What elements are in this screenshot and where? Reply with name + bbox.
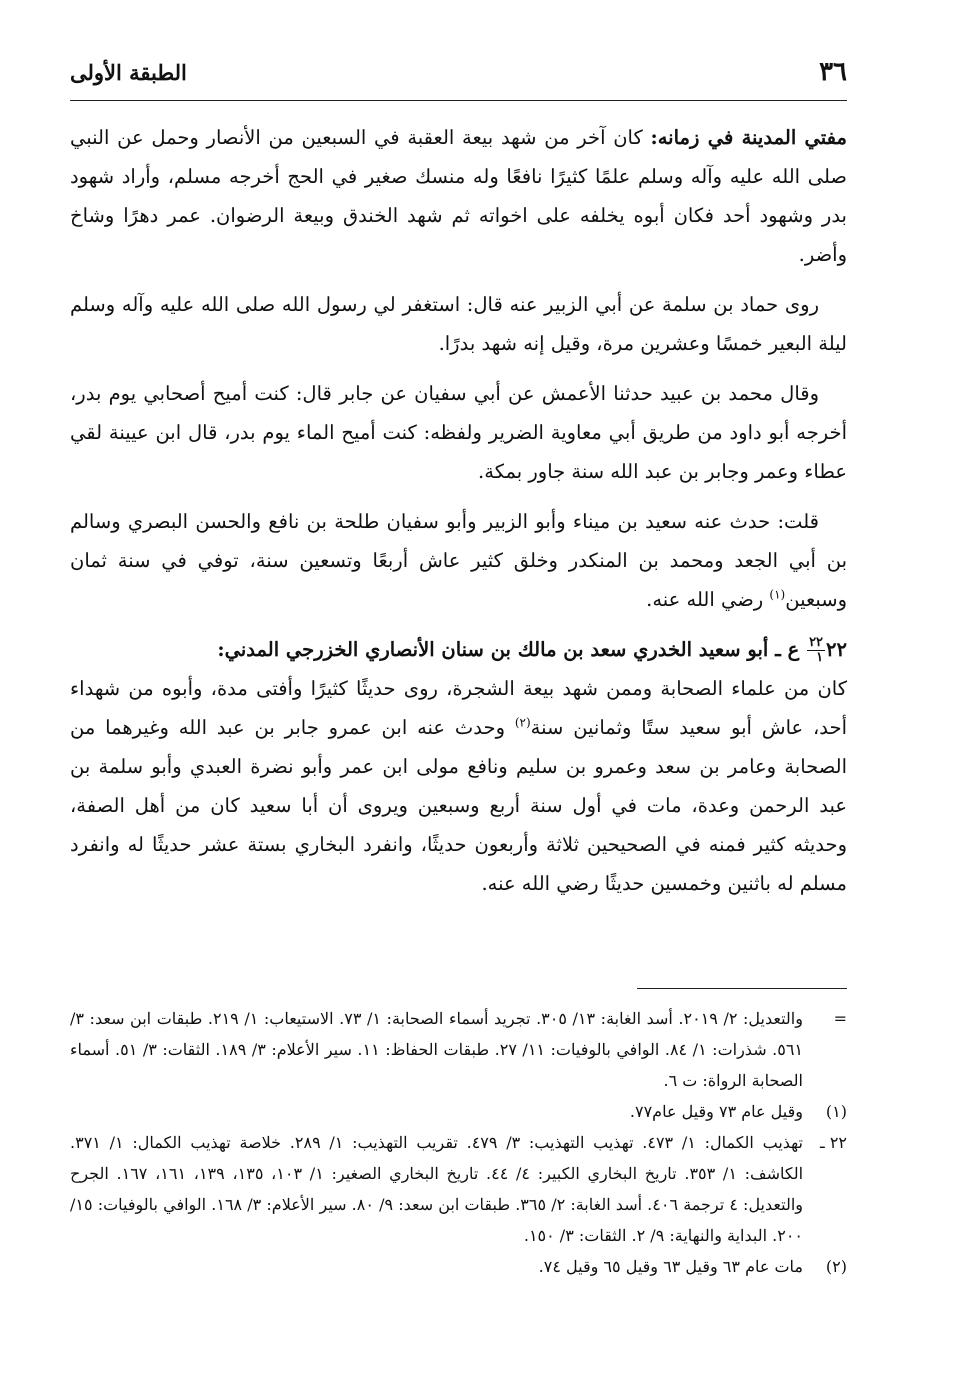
paragraph-text: وقال محمد بن عبيد حدثنا الأعمش عن أبي سفيان عن جابر قال: كنت أميح أصحابي يوم بدر، أخرجه أبو داود من طريق أبي معاوية الضرير ولفظه: كنت أميح الماء يوم بدر، قال ابن عيينة لقي عطاء وعمر وجابر بن عبد الله سنة جاور بمكة. [70, 382, 847, 483]
footnote-ref[interactable]: (٢) [514, 715, 531, 730]
header-rule [70, 100, 847, 101]
footnote-mark: (٢) [825, 1257, 847, 1276]
paragraph-hammad [70, 285, 847, 363]
paragraph-muhammad-ibn-ubayd [70, 374, 847, 491]
footnote-text: والتعديل: ٢/ ٢٠١٩. أسد الغابة: ١٣/ ٣٠٥. تجريد أسماء الصحابة: ١/ ٧٣. الاستيعاب: ١/ ٢١٩. طبقات ابن سعد: ٣/ ٥٦١. شذرات: ١/ ٨٤. الوافي بالوفيات: ١١/ ٢٧. طبقات الحفاظ: ١١. سير الأعلام: ٣/ ١٨٩. الثقات: ٣/ ٥١. أسماء الصحابة الرواة: ت ٦. [70, 1009, 803, 1090]
footnote-mark: = [833, 1009, 847, 1028]
fraction-bottom: ١ [816, 650, 824, 665]
paragraph-lead: مفتي المدينة في زمانه: [650, 126, 847, 149]
footnote-rule [637, 988, 847, 989]
paragraph-text: كان من علماء الصحابة وممن شهد بيعة الشجرة، روى حديثًا كثيرًا وأفتى مدة، وأبوه من شهداء أحد، عاش أبو سعيد ستًا وثمانين سنة [70, 677, 847, 739]
entry-heading [70, 630, 847, 669]
paragraph-text: قلت: حدث عنه سعيد بن ميناء وأبو الزبير وأبو سفيان طلحة بن نافع والحسن البصري وسالم بن أبي الجعد ومحمد بن المنكدر وخلق كثير عاش أربعًا وتسعين سنة، توفي في سنة ثمان وسبعين [70, 510, 847, 611]
footnote-mark: (١) [825, 1102, 847, 1121]
footnote-1 [70, 1096, 847, 1127]
paragraph-text: وحدث عنه ابن عمرو جابر بن عبد الله وغيرهما من الصحابة وعامر بن سعد وعمرو بن سليم ونافع مولى ابن عمر وأبو نضرة العبدي وأبو سلمة بن عبد الرحمن وعدة، مات في أول سنة أربع وسبعين ويروى أن أبا سعيد كان من أهل الصفة، وحديثه كثير فمنه في الصحيحين ثلاثة وأربعون حديثًا، وانفرد البخاري بستة عشر حديثًا له وانفرد مسلم له باثنين وخمسين حديثًا رضي الله عنه. [70, 716, 847, 895]
footnote-entry-22 [70, 1127, 847, 1251]
footnote-continuation [70, 1003, 847, 1096]
footnote-ref[interactable]: (١) [769, 587, 786, 602]
entry-number: ٢٢ [826, 638, 847, 661]
section-title: الطبقة الأولى [70, 59, 187, 85]
running-head [70, 52, 847, 92]
paragraph-abu-said [70, 669, 847, 903]
paragraph-mufti [70, 118, 847, 274]
fraction-top: ٢٢ [809, 635, 824, 650]
footnotes [70, 1003, 847, 1282]
footnote-text: تهذيب الكمال: ١/ ٤٧٣. تهذيب التهذيب: ٣/ ٤٧٩. تقريب التهذيب: ١/ ٢٨٩. خلاصة تهذيب الكمال: ١/ ٣٧١. الكاشف: ١/ ٣٥٣. تاريخ البخاري الكبير: ٤/ ٤٤. تاريخ البخاري الصغير: ١/ ١٠٣، ١٣٥، ١٣٩، ١٦١، ١٦٧. الجرح والتعديل: ٤ ترجمة ٤٠٦. أسد الغابة: ٢/ ٣٦٥. طبقات ابن سعد: ٩/ ٨٠. سير الأعلام: ٣/ ١٦٨. الوافي بالوفيات: ١٥/ ٢٠٠. البداية والنهاية: ٩/ ٢. الثقات: ٣/ ١٥٠. [70, 1133, 804, 1245]
entry-title: ع ـ أبو سعيد الخدري سعد بن مالك بن سنان الأنصاري الخزرجي المدني: [217, 638, 800, 661]
page-number: ٣٦ [819, 57, 847, 87]
main-text [70, 118, 847, 914]
paragraph-text: رضي الله عنه. [646, 588, 770, 611]
footnote-mark: ٢٢ ـ [820, 1133, 847, 1152]
entry-fraction [807, 636, 825, 665]
footnote-2 [70, 1251, 847, 1282]
footnote-text: وقيل عام ٧٣ وقيل عام٧٧. [629, 1102, 803, 1121]
footnote-text: مات عام ٦٣ وقيل ٦٣ وقيل ٦٥ وقيل ٧٤. [538, 1257, 803, 1276]
paragraph-text: كان آخر من شهد بيعة العقبة في السبعين من الأنصار وحمل عن النبي صلى الله عليه وآله وسلم علمًا كثيرًا نافعًا وله منسك صغير في الحج أخرجه مسلم، وأراد شهود بدر وشهود أحد فكان أبوه يخلفه على اخواته ثم شهد الخندق وبيعة الرضوان. عمر دهرًا وشاخ وأضر. [70, 126, 847, 266]
paragraph-text: روى حماد بن سلمة عن أبي الزبير عنه قال: استغفر لي رسول الله صلى الله عليه وآله وسلم ليلة البعير خمسًا وعشرين مرة، وقيل إنه شهد بدرًا. [70, 293, 847, 355]
paragraph-narrators [70, 502, 847, 619]
